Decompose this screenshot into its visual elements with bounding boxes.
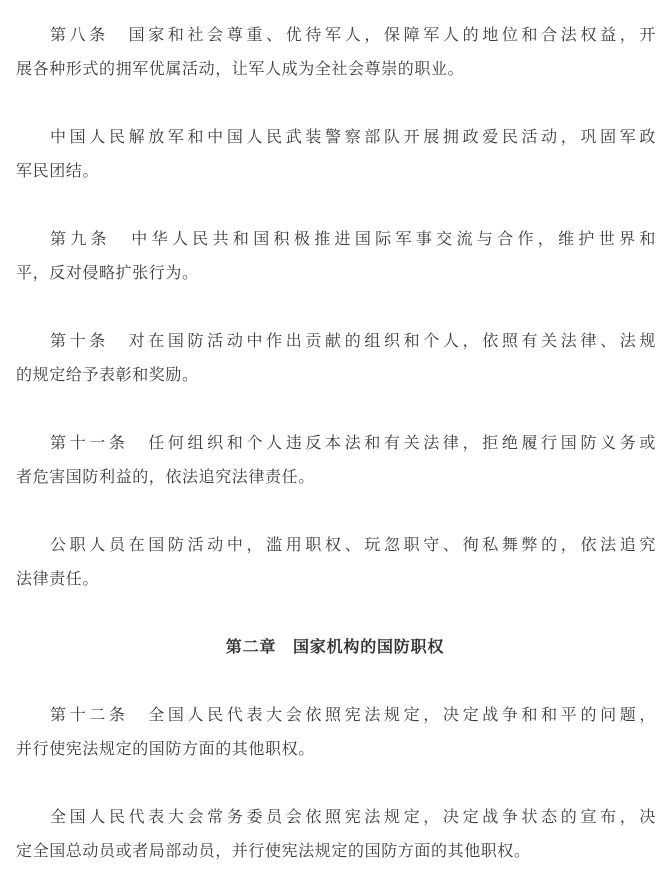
paragraph-line: 全国人民代表大会常务委员会依照宪法规定，决定战争状态的宣布，决 — [50, 807, 656, 826]
paragraph-line: 法律责任。 — [16, 569, 100, 588]
paragraph-line: 定全国总动员或者局部动员，并行使宪法规定的国防方面的其他职权。 — [16, 841, 531, 860]
paragraph-line: 第十二条 全国人民代表大会依照宪法规定，决定战争和和平的问题， — [50, 705, 656, 724]
paragraph-line: 公职人员在国防活动中，滥用职权、玩忽职守、徇私舞弊的，依法追究 — [50, 535, 656, 554]
paragraph-line: 展各种形式的拥军优属活动，让军人成为全社会尊崇的职业。 — [16, 59, 465, 78]
paragraph-line: 平，反对侵略扩张行为。 — [16, 263, 199, 282]
paragraph-line: 者危害国防利益的，依法追究法律责任。 — [16, 467, 315, 486]
paragraph-line: 第八条 国家和社会尊重、优待军人，保障军人的地位和合法权益，开 — [50, 25, 656, 44]
paragraph-line: 中国人民解放军和中国人民武装警察部队开展拥政爱民活动，巩固军政 — [50, 127, 656, 146]
paragraph-line: 第九条 中华人民共和国积极推进国际军事交流与合作，维护世界和 — [50, 229, 656, 248]
paragraph-line: 军民团结。 — [16, 161, 100, 180]
paragraph-line: 并行使宪法规定的国防方面的其他职权。 — [16, 739, 315, 758]
paragraph-article-12-clause-2 — [16, 800, 656, 868]
paragraph-line: 第十条 对在国防活动中作出贡献的组织和个人，依照有关法律、法规 — [50, 331, 656, 350]
paragraph-article-8-clause-2 — [16, 120, 656, 188]
paragraph-line: 第十一条 任何组织和个人违反本法和有关法律，拒绝履行国防义务或 — [50, 433, 656, 452]
paragraph-article-9 — [16, 222, 656, 290]
paragraph-article-8 — [16, 18, 656, 86]
paragraph-article-12 — [16, 698, 656, 766]
chapter-heading: 第二章 国家机构的国防职权 — [225, 637, 445, 656]
paragraph-line: 的规定给予表彰和奖励。 — [16, 365, 199, 384]
paragraph-article-11-clause-2 — [16, 528, 656, 596]
paragraph-article-11 — [16, 426, 656, 494]
paragraph-article-10 — [16, 324, 656, 392]
